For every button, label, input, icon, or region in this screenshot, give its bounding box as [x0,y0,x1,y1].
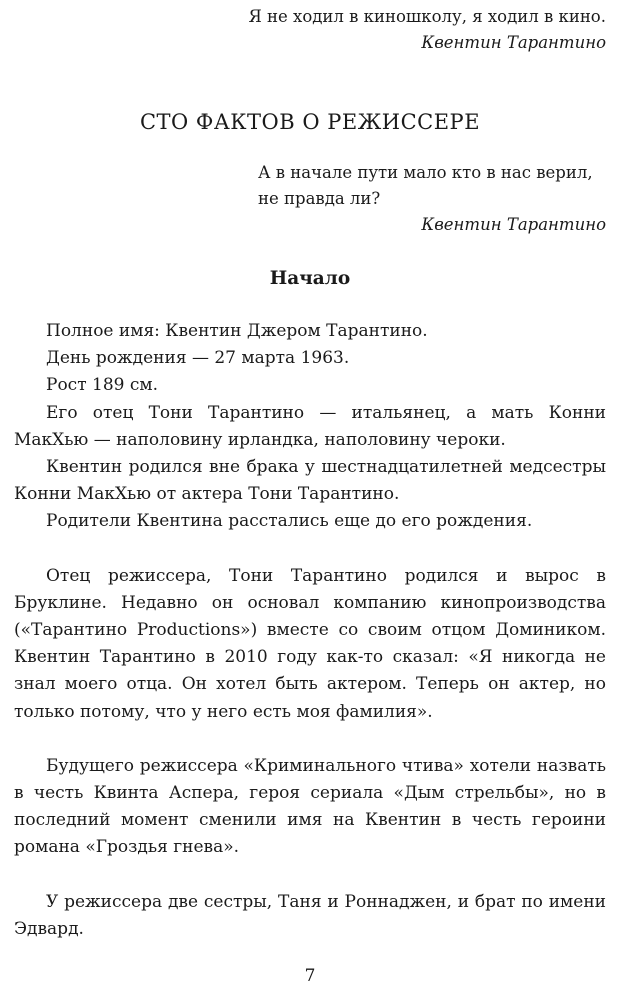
paragraph: Полное имя: Квентин Джером Тарантино. [46,321,428,341]
page-number: 7 [304,966,316,986]
paragraph: У режиссера две сестры, Таня и Роннаджен, и брат по имени Эдвард. [14,891,606,939]
paragraph: День рождения — 27 марта 1963. [46,348,350,369]
section-title: Начало [269,268,351,289]
paragraph-gap [14,536,606,563]
paragraph: Родители Квентина расстались еще до его рождения. [46,511,533,532]
book-page [14,0,606,1004]
body-text [14,318,606,943]
epigraph-author: Квентин Тарантино [421,215,606,234]
paragraph-gap [14,726,606,753]
paragraph: Отец режиссера, Тони Тарантино родился и вырос в Бруклине. Недавно он основал компанию кинопроизводства («Тарантино Productions») вместе со своим отцом Домиником. Квентин Тарантино в 2010 году как-то сказал: «Я никогда не знал моего отца. Он хотел быть актером. Теперь он актер, но только потому, что у него есть моя фамилия». [14,565,606,722]
epigraph-quote: Я не ходил в киношколу, я ходил в кино. [248,7,606,26]
epigraph-quote-line-2: не правда ли? [258,189,381,208]
chapter-title: СТО ФАКТОВ О РЕЖИССЕРЕ [139,110,481,134]
paragraph: Рост 189 см. [46,375,159,396]
paragraph: Его отец Тони Тарантино — итальянец, а мать Конни МакХью — наполовину ирландка, наполовину чероки. [14,402,606,450]
paragraph: Будущего режиссера «Криминального чтива» хотели назвать в честь Квинта Аспера, героя сериала «Дым стрельбы», но в последний момент сменили имя на Квентин в честь героини романа «Гроздья гнева». [14,755,606,858]
epigraph-author: Квентин Тарантино [421,33,606,52]
top-epigraph [14,4,606,56]
epigraph-quote-line-1: А в начале пути мало кто в нас верил, [258,163,593,182]
paragraph-gap [14,862,606,889]
paragraph: Квентин родился вне брака у шестнадцатилетней медсестры Конни МакХью от актера Тони Тарантино. [14,457,606,505]
chapter-epigraph [14,160,606,238]
